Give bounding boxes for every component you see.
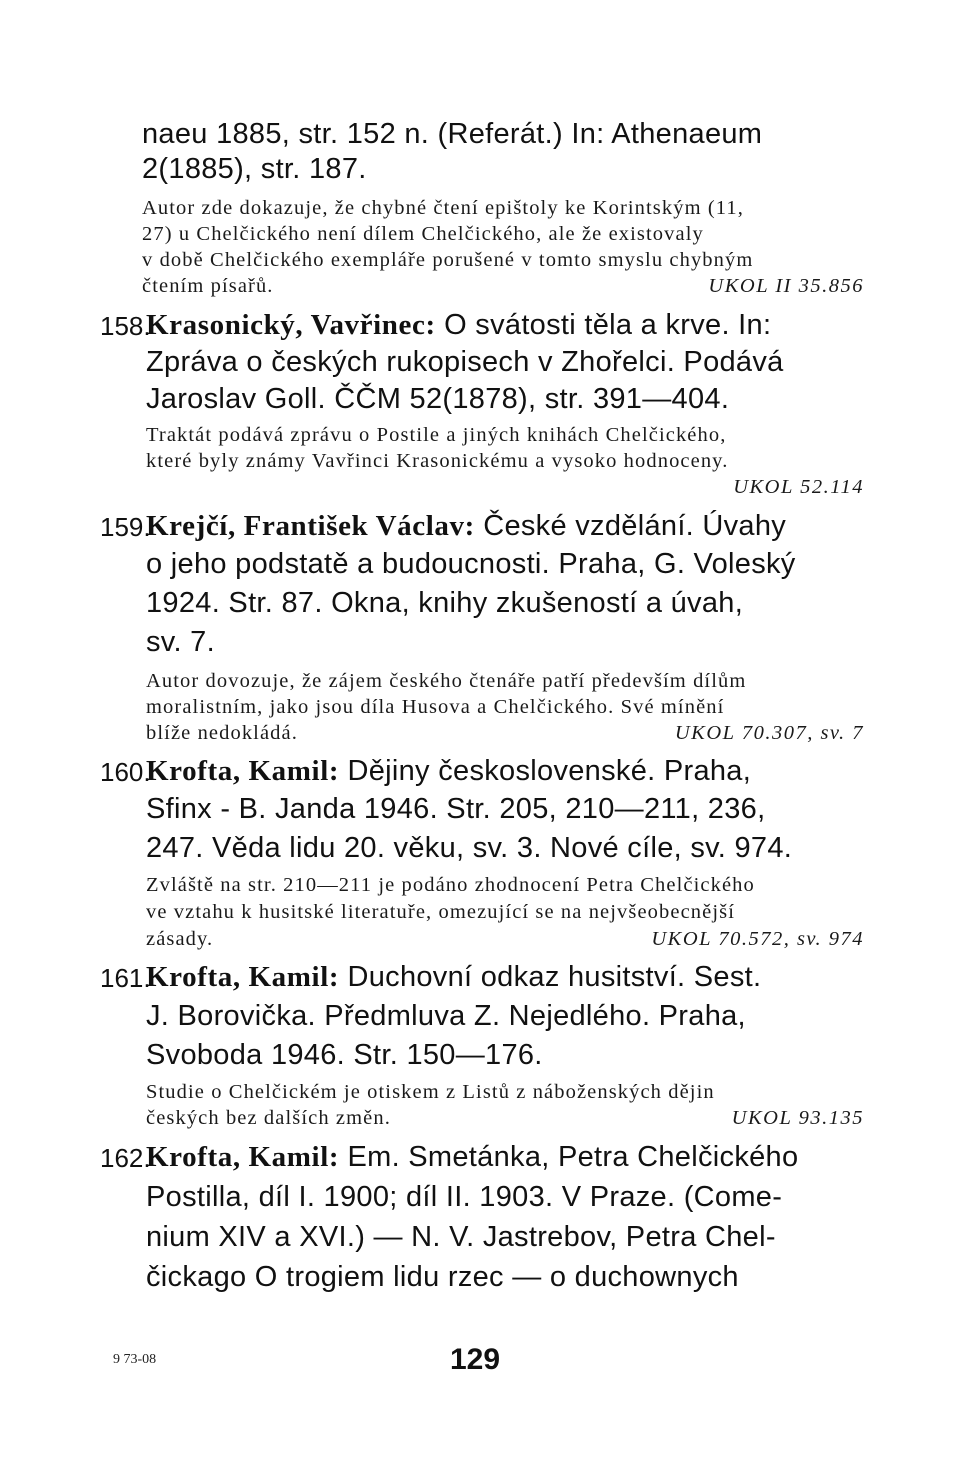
entry-161-annotation-1: Studie o Chelčickém je otiskem z Listů z náboženských dějin <box>146 1081 715 1103</box>
intro-annotation-3: v době Chelčického exempláře porušené v tomto smyslu chybným <box>142 249 754 271</box>
entry-159-annotation-2: moralistním, jako jsou díla Husova a Chelčického. Své mínění <box>146 696 725 718</box>
intro-annotation-2: 27) u Chelčického není dílem Chelčického, ale že existovaly <box>142 223 704 245</box>
entry-161-number: 161. <box>100 963 151 993</box>
entry-161-line-2: J. Borovička. Předmluva Z. Nejedlého. Praha, <box>146 1000 746 1032</box>
entry-158-signature: UKOL 52.114 <box>733 476 864 498</box>
entry-162-line-1 <box>146 1141 798 1174</box>
entry-159-annotation-3: blíže nedokládá. <box>146 722 298 744</box>
entry-159-author: Krejčí, František Václav: <box>146 510 475 542</box>
entry-161-signature: UKOL 93.135 <box>731 1107 864 1129</box>
entry-158-title: O svátosti těla a krve. In: <box>444 309 772 341</box>
entry-159-line-4: sv. 7. <box>146 626 215 658</box>
intro-annotation-1: Autor zde dokazuje, že chybné čtení epištoly ke Korintským (11, <box>142 197 744 219</box>
entry-158-number: 158. <box>100 311 151 341</box>
entry-159-line-2: o jeho podstatě a budoucnosti. Praha, G. Voleský <box>146 548 796 580</box>
entry-160-annotation-1: Zvláště na str. 210—211 je podáno zhodnocení Petra Chelčického <box>146 874 755 896</box>
entry-161-author: Krofta, Kamil: <box>146 961 340 993</box>
entry-161-annotation-2: českých bez dalších změn. <box>146 1107 391 1129</box>
entry-160-line-2: Sfinx - B. Janda 1946. Str. 205, 210—211, 236, <box>146 793 766 825</box>
entry-160-annotation-3: zásady. <box>146 928 214 950</box>
entry-161-title: Duchovní odkaz husitství. Sest. <box>347 961 762 993</box>
print-mark: 9 73-08 <box>113 1352 157 1367</box>
entry-158-author: Krasonický, Vavřinec: <box>146 309 436 341</box>
entry-160-annotation-2: ve vztahu k husitské literatuře, omezující se na nejvšeobecnější <box>146 901 735 923</box>
entry-160-number: 160. <box>100 757 151 787</box>
entry-158-line-3: Jaroslav Goll. ČČM 52(1878), str. 391—404. <box>146 383 730 415</box>
entry-159-annotation-1: Autor dovozuje, že zájem českého čtenáře patří především dílům <box>146 670 747 692</box>
entry-158-line-2: Zpráva o českých rukopisech v Zhořelci. Podává <box>146 346 784 378</box>
intro-annotation-4: čtením písařů. <box>142 275 274 297</box>
page-number: 129 <box>450 1343 501 1376</box>
entry-162-line-2: Postilla, díl I. 1900; díl II. 1903. V Praze. (Come- <box>146 1181 783 1213</box>
entry-160-line-1 <box>146 755 751 788</box>
entry-160-title: Dějiny československé. Praha, <box>347 755 752 787</box>
entry-160-signature: UKOL 70.572, sv. 974 <box>651 928 864 950</box>
entry-160-author: Krofta, Kamil: <box>146 755 340 787</box>
entry-160-line-3: 247. Věda lidu 20. věku, sv. 3. Nové cíle, sv. 974. <box>146 832 793 864</box>
entry-162-number: 162. <box>100 1143 151 1173</box>
intro-line-1: naeu 1885, str. 152 n. (Referát.) In: Athenaeum <box>142 118 763 150</box>
entry-159-signature: UKOL 70.307, sv. 7 <box>674 722 864 744</box>
entry-162-title: Em. Smetánka, Petra Chelčického <box>347 1141 799 1173</box>
intro-line-2: 2(1885), str. 187. <box>142 153 367 185</box>
entry-159-line-3: 1924. Str. 87. Okna, knihy zkušeností a úvah, <box>146 587 744 619</box>
entry-158-annotation-2: které byly známy Vavřinci Krasonickému a vysoko hodnoceny. <box>146 450 729 472</box>
entry-162-line-4: čickago O trogiem lidu rzec — o duchownych <box>146 1261 739 1293</box>
entry-162-author: Krofta, Kamil: <box>146 1141 340 1173</box>
entry-161-line-1 <box>146 961 761 994</box>
entry-161-line-3: Svoboda 1946. Str. 150—176. <box>146 1039 543 1071</box>
entry-158-line-1 <box>146 309 771 342</box>
entry-162-line-3: nium XIV a XVI.) — N. V. Jastrebov, Petra Chel- <box>146 1221 776 1253</box>
entry-159-title: České vzdělání. Úvahy <box>483 510 787 542</box>
entry-158-annotation-1: Traktát podává zprávu o Postile a jiných knihách Chelčického, <box>146 424 727 446</box>
entry-159-line-1 <box>146 510 786 543</box>
entry-159-number: 159. <box>100 512 151 542</box>
intro-signature: UKOL II 35.856 <box>708 275 864 297</box>
